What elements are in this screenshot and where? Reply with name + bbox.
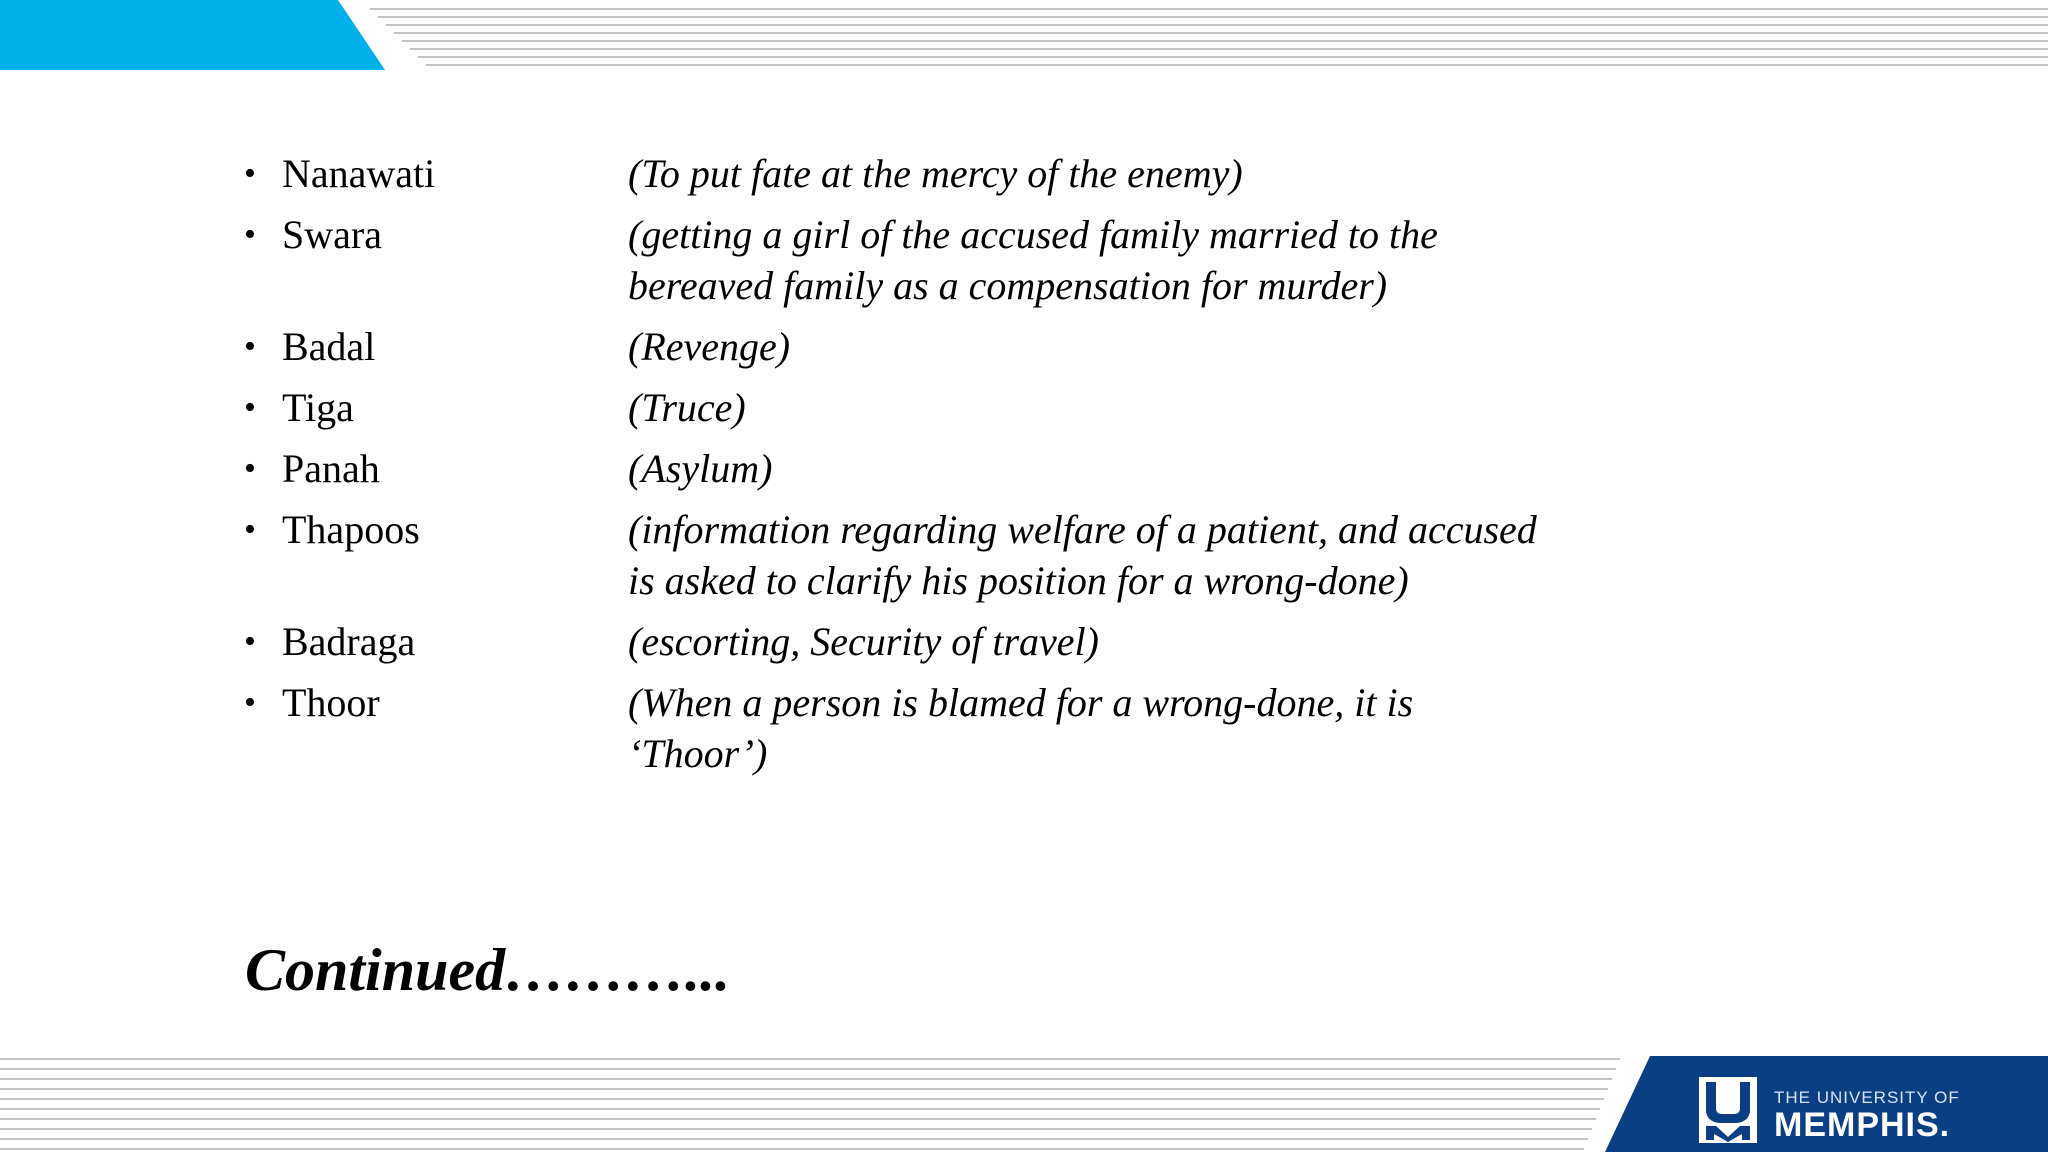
term-definition: (Asylum) — [628, 446, 773, 491]
stripe-line — [0, 1128, 1592, 1130]
term-row — [244, 209, 1584, 311]
term-row — [244, 382, 1584, 433]
stripe-line — [0, 1088, 1608, 1090]
term-label: Tiga — [282, 385, 354, 430]
term-label: Panah — [282, 446, 380, 491]
term-label: Nanawati — [282, 151, 436, 196]
term-row — [244, 616, 1584, 667]
stripe-line — [0, 1068, 1616, 1070]
term-label: Badraga — [282, 619, 416, 664]
bottom-stripes — [0, 1058, 1620, 1152]
continued-heading: Continued………... — [245, 937, 731, 1003]
term-row — [244, 321, 1584, 372]
university-wordmark — [1774, 1088, 1960, 1142]
stripe-line — [0, 1138, 1588, 1140]
term-row — [244, 677, 1584, 779]
stripe-line — [418, 56, 2048, 58]
university-of-memphis-logo-icon — [1698, 1076, 1758, 1144]
stripe-line — [0, 1098, 1604, 1100]
term-definition: (When a person is blamed for a wrong-done, it is ‘Thoor’) — [628, 680, 1414, 776]
term-row — [244, 504, 1584, 606]
logo-line-university: THE UNIVERSITY OF — [1774, 1088, 1960, 1107]
term-row — [244, 148, 1584, 199]
term-label: Thapoos — [282, 507, 420, 552]
stripe-line — [0, 1078, 1612, 1080]
stripe-line — [394, 32, 2048, 34]
term-definition: (Revenge) — [628, 324, 791, 369]
stripe-line — [0, 1108, 1600, 1110]
bullet: • — [244, 623, 256, 660]
top-stripes — [370, 8, 2048, 70]
top-accent-shape — [0, 0, 385, 70]
bullet: • — [244, 216, 256, 253]
bullet: • — [244, 328, 256, 365]
term-definition: (escorting, Security of travel) — [628, 619, 1099, 664]
stripe-line — [410, 48, 2048, 50]
term-label: Thoor — [282, 680, 380, 725]
stripe-line — [0, 1058, 1620, 1060]
bullet: • — [244, 450, 256, 487]
term-list — [244, 148, 1584, 789]
term-label: Badal — [282, 324, 376, 369]
bullet: • — [244, 389, 256, 426]
bullet: • — [244, 511, 256, 548]
logo-line-memphis: MEMPHIS. — [1774, 1106, 1951, 1144]
stripe-line — [378, 16, 2048, 18]
term-definition: (Truce) — [628, 385, 746, 430]
stripe-line — [386, 24, 2048, 26]
bullet: • — [244, 155, 256, 192]
stripe-line — [0, 1118, 1596, 1120]
stripe-line — [370, 8, 2048, 10]
stripe-line — [402, 40, 2048, 42]
bullet: • — [244, 684, 256, 721]
term-definition: (To put fate at the mercy of the enemy) — [628, 151, 1243, 196]
term-definition: (getting a girl of the accused family married to the bereaved family as a compensation for murder) — [628, 212, 1438, 308]
stripe-line — [0, 1148, 1584, 1150]
term-definition: (information regarding welfare of a patient, and accused is asked to clarify his position for a wrong-done) — [628, 507, 1537, 603]
term-row — [244, 443, 1584, 494]
stripe-line — [426, 64, 2048, 66]
term-label: Swara — [282, 212, 382, 257]
